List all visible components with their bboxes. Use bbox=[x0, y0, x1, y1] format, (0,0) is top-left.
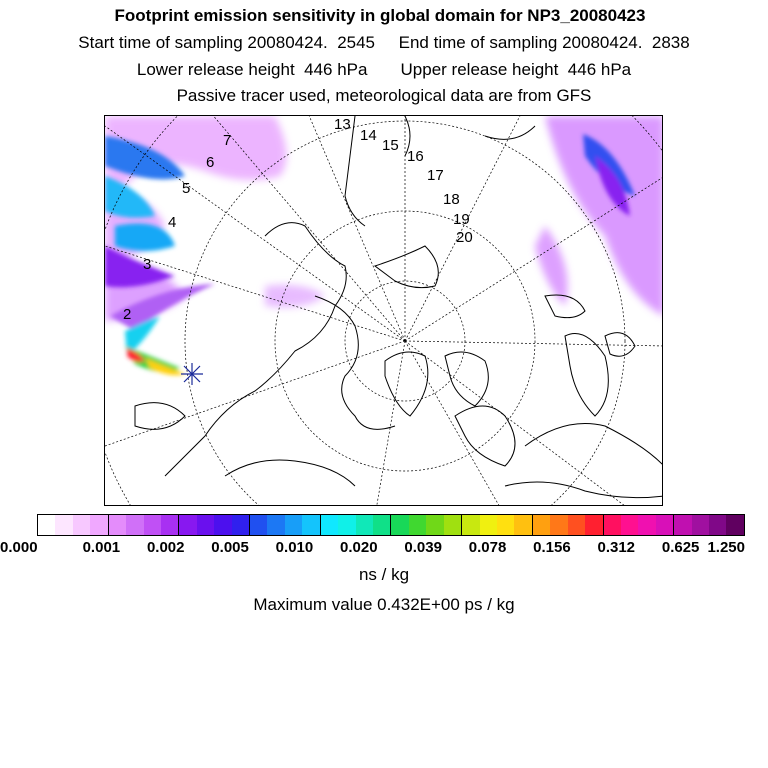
colorbar-cell bbox=[497, 515, 514, 535]
colorbar-cell bbox=[391, 515, 408, 535]
colorbar-cell bbox=[109, 515, 126, 535]
colorbar-cell bbox=[674, 515, 691, 535]
trajectory-label: 2 bbox=[123, 306, 132, 323]
colorbar-cell bbox=[444, 515, 462, 535]
colorbar bbox=[37, 514, 745, 536]
colorbar-cell bbox=[267, 515, 284, 535]
trajectory-label: 19 bbox=[453, 211, 470, 228]
colorbar-cell bbox=[161, 515, 179, 535]
trajectory-label: 7 bbox=[223, 132, 232, 149]
colorbar-cell bbox=[726, 515, 743, 535]
colorbar-tick-label: 0.005 bbox=[211, 539, 249, 556]
colorbar-cell bbox=[302, 515, 320, 535]
map-title: Footprint emission sensitivity in global domain for NP3_20080423 bbox=[114, 6, 646, 25]
colorbar-cell bbox=[604, 515, 621, 535]
colorbar-cell bbox=[144, 515, 161, 535]
colorbar-cell bbox=[638, 515, 655, 535]
colorbar-cell bbox=[356, 515, 373, 535]
colorbar-cell bbox=[73, 515, 90, 535]
colorbar-tick-label: 0.625 bbox=[661, 539, 700, 556]
colorbar-cell bbox=[90, 515, 108, 535]
colorbar-cell bbox=[214, 515, 231, 535]
colorbar-cell bbox=[480, 515, 497, 535]
colorbar-tick-label: 0.312 bbox=[597, 539, 636, 556]
colorbar-cell bbox=[514, 515, 532, 535]
colorbar-cell bbox=[656, 515, 674, 535]
star-marker-icon bbox=[181, 363, 203, 385]
trajectory-label: 18 bbox=[443, 191, 460, 208]
colorbar-cell bbox=[197, 515, 214, 535]
colorbar-cell bbox=[568, 515, 585, 535]
trajectory-label: 13 bbox=[334, 116, 351, 133]
colorbar-cell bbox=[55, 515, 72, 535]
sampling-time-line: Start time of sampling 20080424. 2545 End time of sampling 20080424. 2838 bbox=[78, 33, 690, 52]
colorbar-cell bbox=[285, 515, 302, 535]
trajectory-label: 6 bbox=[206, 154, 215, 171]
colorbar-cell bbox=[250, 515, 267, 535]
colorbar-tick-label: 0.000 bbox=[0, 539, 38, 556]
colorbar-tick-label: 0.039 bbox=[404, 539, 442, 556]
colorbar-cell bbox=[373, 515, 391, 535]
maximum-value-label: Maximum value 0.432E+00 ps / kg bbox=[253, 595, 515, 614]
trajectory-label: 3 bbox=[143, 256, 152, 273]
colorbar-cell bbox=[338, 515, 355, 535]
trajectory-label: 14 bbox=[360, 127, 377, 144]
colorbar-cell bbox=[692, 515, 709, 535]
footprint-map bbox=[104, 115, 663, 506]
release-height-line: Lower release height 446 hPa Upper release height 446 hPa bbox=[136, 60, 632, 79]
tracer-info-line: Passive tracer used, meteorological data are from GFS bbox=[176, 86, 592, 105]
colorbar-cell bbox=[533, 515, 550, 535]
trajectory-label: 16 bbox=[407, 148, 424, 165]
colorbar-cell bbox=[621, 515, 638, 535]
colorbar-tick-label: 0.020 bbox=[340, 539, 378, 556]
colorbar-tick-label: 0.001 bbox=[82, 539, 121, 556]
trajectory-label: 4 bbox=[168, 214, 177, 231]
colorbar-tick-label: 0.010 bbox=[275, 539, 314, 556]
colorbar-cell bbox=[426, 515, 443, 535]
colorbar-cell bbox=[462, 515, 479, 535]
colorbar-tick-label: 0.156 bbox=[533, 539, 571, 556]
trajectory-label: 15 bbox=[382, 137, 399, 154]
colorbar-cell bbox=[38, 515, 55, 535]
colorbar-cell bbox=[126, 515, 143, 535]
colorbar-cell bbox=[232, 515, 250, 535]
trajectory-label: 17 bbox=[427, 167, 444, 184]
colorbar-tick-label: 0.078 bbox=[468, 539, 507, 556]
colorbar-tick-label: 0.002 bbox=[146, 539, 185, 556]
colorbar-cell bbox=[409, 515, 426, 535]
colorbar-units: ns / kg bbox=[358, 565, 410, 584]
trajectory-label: 5 bbox=[182, 180, 191, 197]
colorbar-cell bbox=[179, 515, 196, 535]
colorbar-cell bbox=[709, 515, 726, 535]
colorbar-cell bbox=[585, 515, 603, 535]
colorbar-tick-label: 1.250 bbox=[707, 539, 745, 556]
colorbar-cell bbox=[321, 515, 338, 535]
trajectory-label: 20 bbox=[456, 229, 473, 246]
colorbar-cell bbox=[550, 515, 567, 535]
sensitivity-field bbox=[105, 116, 663, 375]
